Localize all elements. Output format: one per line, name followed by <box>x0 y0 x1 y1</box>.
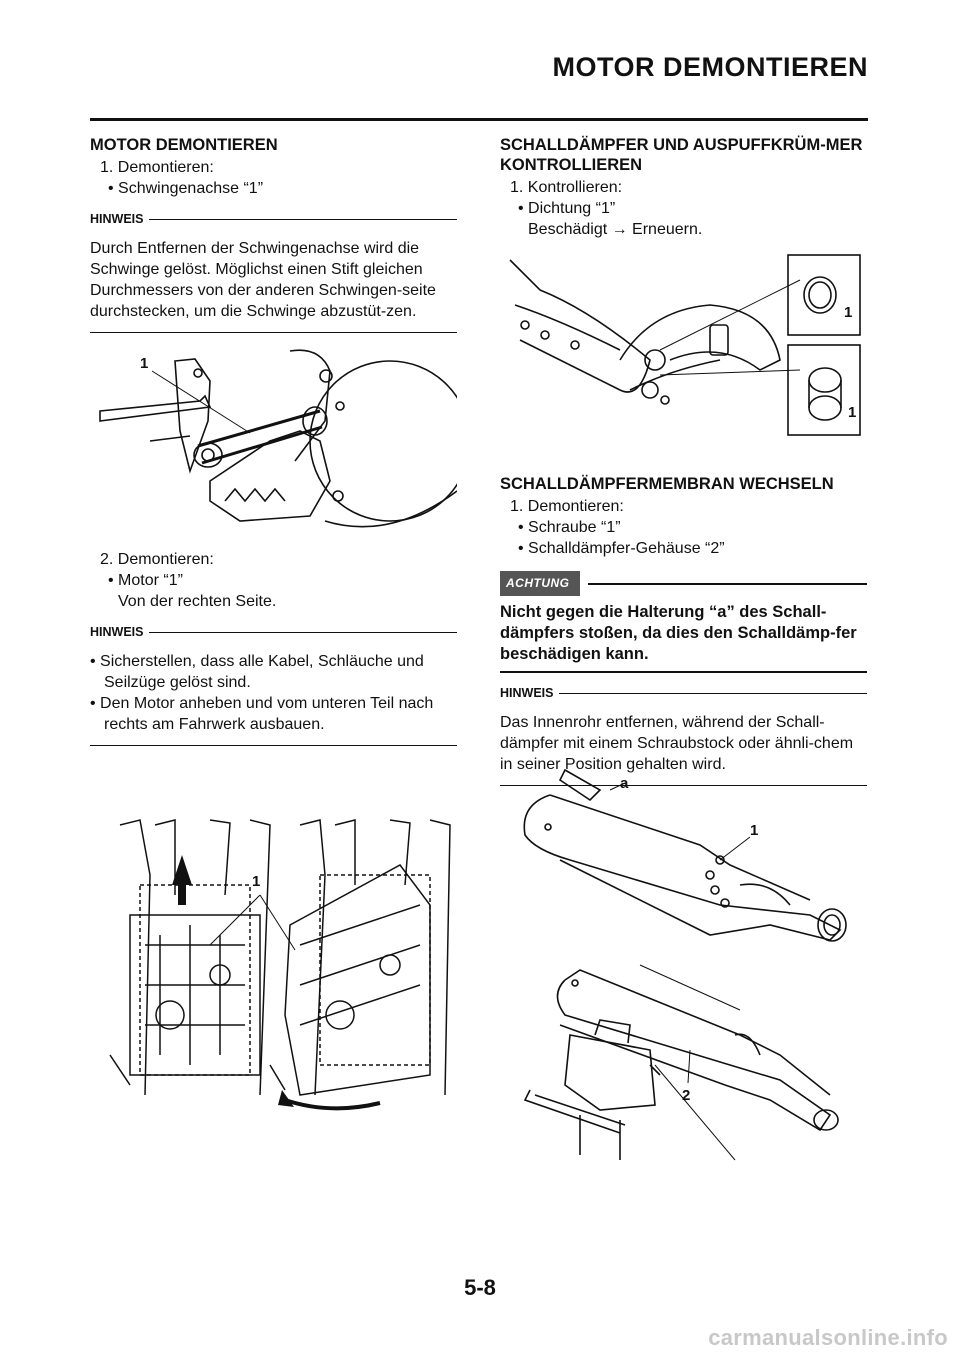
fig-callout-gasket-1: 1 <box>844 304 853 321</box>
exhaust-gasket-figure <box>500 250 867 450</box>
fig-callout-housing-2: 2 <box>682 1087 691 1104</box>
fig-callout-gasket-2: 1 <box>848 404 857 421</box>
step-2-item-1: • Schraube “1” <box>518 519 621 536</box>
footer-watermark-url[interactable]: carmanualsonline.info <box>708 1325 948 1350</box>
section-title-schalldaempfer: SCHALLDÄMPFER UND AUSPUFFKRÜM-MER KONTROLLIEREN <box>500 136 863 174</box>
step-1-item: • Dichtung “1” <box>518 200 616 217</box>
hinweis-label: HINWEIS <box>500 686 554 700</box>
divider <box>90 745 457 746</box>
achtung-badge: ACHTUNG <box>500 571 580 596</box>
fig1-callout-1: 1 <box>140 355 149 372</box>
achtung-heading <box>500 571 867 596</box>
muffler-figure <box>510 765 865 1165</box>
step-1: 1. Kontrollieren: <box>510 179 623 196</box>
step-2: 2. Demontieren: <box>100 551 214 568</box>
hinweis-heading-1 <box>90 209 457 230</box>
step-1: 1. Demontieren: <box>100 159 214 176</box>
hinweis-heading-3 <box>500 683 867 704</box>
divider <box>500 671 867 673</box>
hinweis-text-3: Das Innenrohr entfernen, während der Schall-dämpfer mit einem Schraubstock oder ähnli-chem in seiner Position gehalten wird. <box>500 714 854 773</box>
step-2-item: • Motor “1” <box>108 572 183 589</box>
exhaust-gasket-illustration <box>500 250 867 450</box>
hinweis-item: • Den Motor anheben und vom unteren Teil nach rechts am Fahrwerk ausbauen. <box>90 695 434 733</box>
divider <box>90 332 457 333</box>
page-title: MOTOR DEMONTIEREN <box>552 52 868 82</box>
fig2-callout-1: 1 <box>252 873 261 890</box>
hinweis-item: • Sicherstellen, dass alle Kabel, Schläuche und Seilzüge gelöst sind. <box>90 653 424 691</box>
hinweis-label: HINWEIS <box>90 212 144 226</box>
muffler-illustration <box>510 765 865 1165</box>
achtung-text: Nicht gegen die Halterung “a” des Schall-dämpfers stoßen, da dies den Schalldämp-fer beschädigen kann. <box>500 603 857 663</box>
step-2-item-2: • Schalldämpfer-Gehäuse “2” <box>518 540 725 557</box>
step-2: 1. Demontieren: <box>510 498 624 515</box>
fig-callout-a: a <box>620 775 629 792</box>
right-column <box>500 135 867 786</box>
fig-callout-screw-1: 1 <box>750 822 759 839</box>
hinweis-list-2 <box>90 651 457 735</box>
section-title-membran: SCHALLDÄMPFERMEMBRAN WECHSELN <box>500 475 834 493</box>
step-1-sub: Beschädigt → Erneuern. <box>528 221 703 238</box>
engine-removal-illustration <box>100 815 460 1115</box>
left-column <box>90 135 457 746</box>
section-title-motor: MOTOR DEMONTIEREN <box>90 136 278 154</box>
step-1-item: • Schwingenachse “1” <box>108 180 264 197</box>
hinweis-text-1: Durch Entfernen der Schwingenachse wird die Schwinge gelöst. Möglichst einen Stift gleichen Durchmessers von der anderen Schwingen-seite durchstecken, um die Schwinge abzustüt-zen. <box>90 240 436 320</box>
page-number: 5-8 <box>464 1275 496 1300</box>
step-2-sub: Von der rechten Seite. <box>118 593 277 610</box>
hinweis-label: HINWEIS <box>90 625 144 639</box>
swingarm-figure <box>90 341 457 541</box>
header-rule <box>90 118 868 121</box>
hinweis-heading-2 <box>90 622 457 643</box>
engine-removal-figure <box>100 815 460 1115</box>
